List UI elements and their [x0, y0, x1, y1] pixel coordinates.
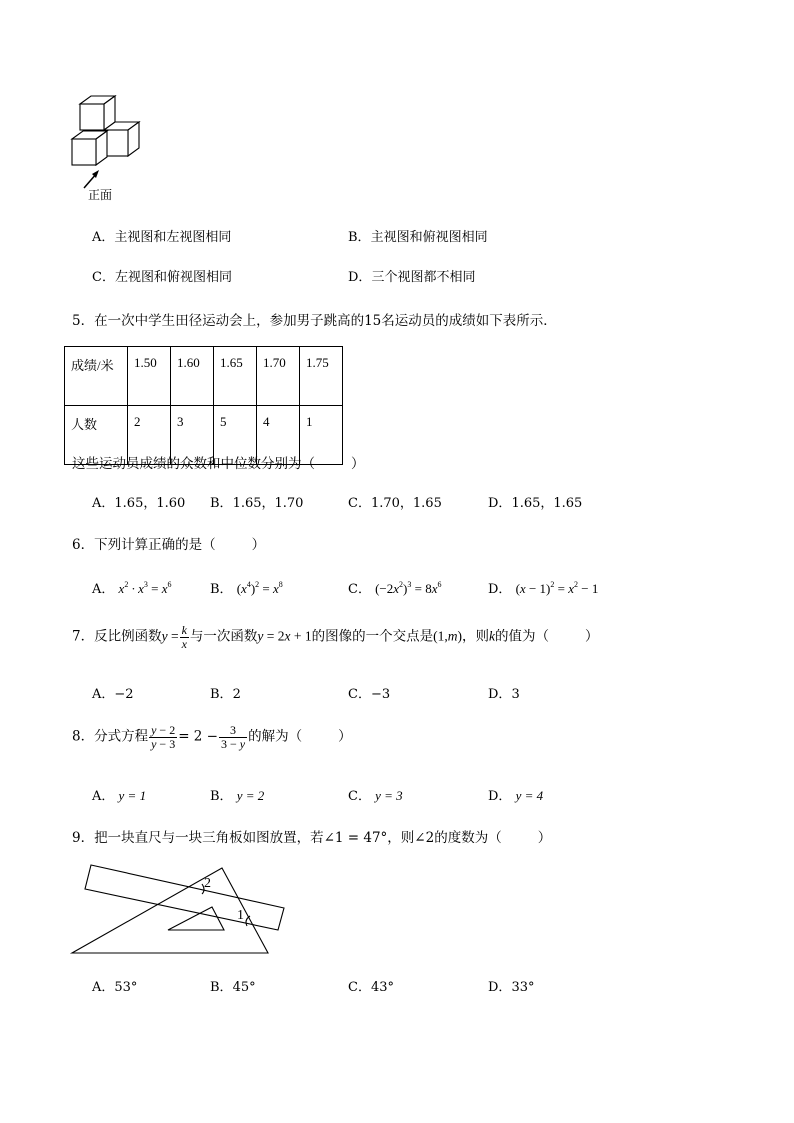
- q4-option-b[interactable]: B．主视图和俯视图相同: [348, 230, 488, 245]
- q5-stem: 5．在一次中学生田径运动会上，参加男子跳高的15名运动员的成绩如下表所示．: [72, 313, 557, 329]
- table-cell: 1.65: [214, 347, 257, 406]
- table-cell: 2: [128, 406, 171, 465]
- q8-option-d[interactable]: D． y = 4: [488, 788, 544, 804]
- q8-option-a[interactable]: A． y = 1: [92, 788, 147, 804]
- q5-option-b[interactable]: B．1.65，1.70: [210, 496, 304, 511]
- angle-2-label: 2: [204, 876, 211, 891]
- q4-option-c[interactable]: C．左视图和俯视图相同: [92, 270, 232, 285]
- q4-option-d[interactable]: D．三个视图都不相同: [348, 270, 476, 285]
- q6-stem: 6．下列计算正确的是（ ）: [72, 537, 266, 553]
- table-cell: 1.75: [300, 347, 343, 406]
- q7-option-c[interactable]: C．−3: [348, 687, 391, 702]
- q5-option-a[interactable]: A．1.65，1.60: [92, 496, 186, 511]
- table-cell: 1: [300, 406, 343, 465]
- q8-stem: 8．分式方程 $\frac{y - 2}{y - 3}$ = 2 − $\frac{3}{3 - y}$ 的解为（ ）: [72, 723, 352, 751]
- table-cell: 4: [257, 406, 300, 465]
- q5-question: 这些运动员成绩的众数和中位数分别为（ ）: [72, 456, 365, 472]
- q7-option-a[interactable]: A．−2: [92, 687, 134, 702]
- q6-option-c[interactable]: C． $(-2x^2)^3 = 8x^6$: [348, 580, 442, 597]
- front-view-label: 正面: [88, 188, 113, 202]
- q7-stem: 7．反比例函数y = $\frac{k}{x}$ 与一次函数y = 2x + 1的图像的一个交点是(1,m)，则k的值为（ ）: [72, 623, 599, 651]
- q9-option-a[interactable]: A．53°: [92, 980, 138, 995]
- q6-option-a[interactable]: A． $x^2 \cdot x^3 = x^6$: [92, 580, 172, 597]
- q6-option-b[interactable]: B． $(x^4)^2 = x^8$: [210, 580, 283, 597]
- row-header: 人数: [65, 406, 128, 465]
- q7-option-d[interactable]: D．3: [488, 687, 520, 702]
- q5-score-table: [64, 346, 343, 465]
- q9-stem: 9．把一块直尺与一块三角板如图放置，若∠1 = 47°，则∠2的度数为（ ）: [72, 830, 552, 846]
- table-cell: 1.70: [257, 347, 300, 406]
- table-cell: 1.50: [128, 347, 171, 406]
- q4-option-a[interactable]: A．主视图和左视图相同: [92, 230, 232, 245]
- row-header: 成绩/米: [65, 347, 128, 406]
- q5-option-d[interactable]: D．1.65，1.65: [488, 496, 583, 511]
- table-row: [65, 347, 343, 406]
- q9-option-b[interactable]: B．45°: [210, 980, 256, 995]
- table-cell: 3: [171, 406, 214, 465]
- q8-option-c[interactable]: C． y = 3: [348, 788, 403, 804]
- q8-option-b[interactable]: B． y = 2: [210, 788, 265, 804]
- q9-option-c[interactable]: C．43°: [348, 980, 394, 995]
- q9-option-d[interactable]: D．33°: [488, 980, 535, 995]
- q7-option-b[interactable]: B．2: [210, 687, 241, 702]
- table-cell: 1.60: [171, 347, 214, 406]
- ruler-triangle-figure: [66, 858, 296, 960]
- q6-option-d[interactable]: D． $(x - 1)^2 = x^2 - 1$: [488, 580, 599, 597]
- angle-1-label: 1: [237, 908, 244, 923]
- q5-option-c[interactable]: C．1.70，1.65: [348, 496, 442, 511]
- table-cell: 5: [214, 406, 257, 465]
